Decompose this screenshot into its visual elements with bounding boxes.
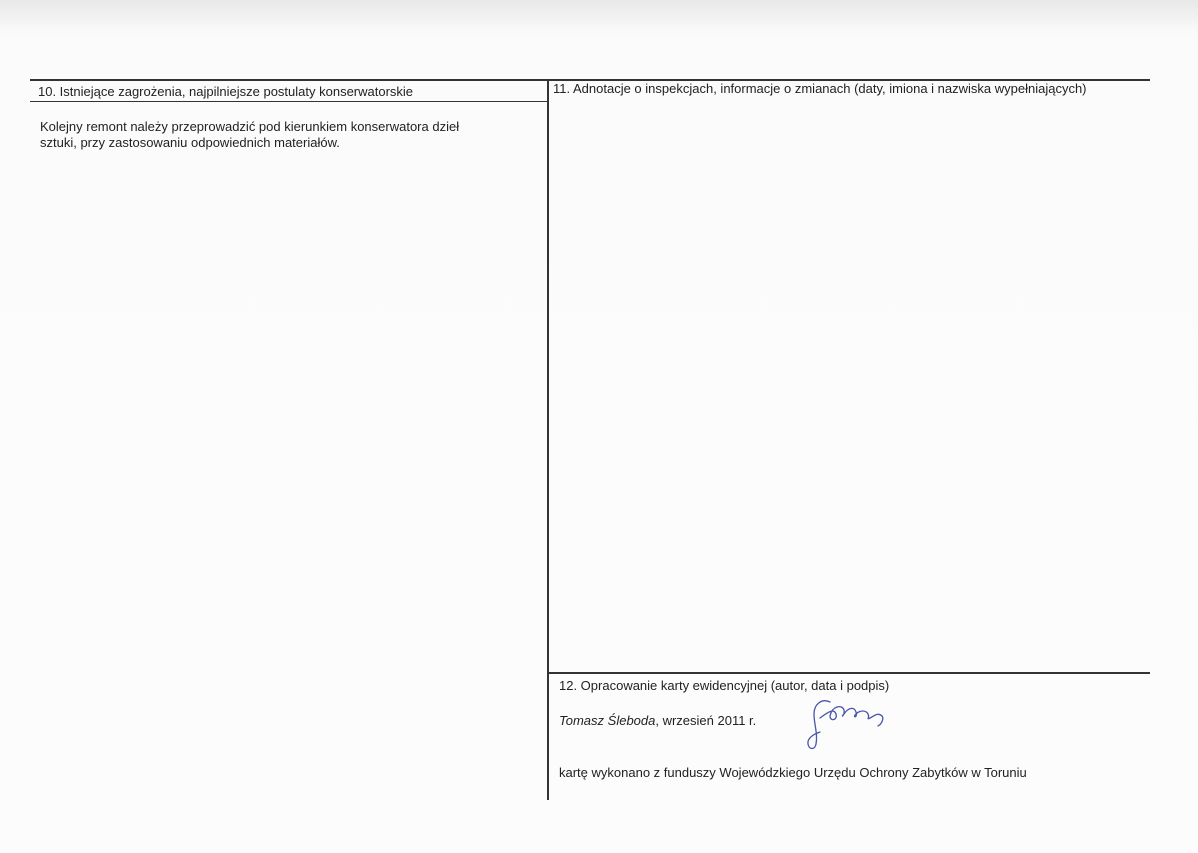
section12-top-rule: [548, 672, 1150, 674]
column-divider: [547, 79, 549, 800]
section10-heading: 10. Istniejące zagrożenia, najpilniejsze postulaty konserwatorskie: [38, 84, 414, 99]
author-date: , wrzesień 2011 r.: [655, 713, 757, 728]
funding-note: kartę wykonano z funduszy Wojewódzkiego Urzędu Ochrony Zabytków w Toruniu: [559, 765, 1027, 780]
section10-body-line1: Kolejny remont należy przeprowadzić pod kierunkiem konserwatora dzieł: [40, 119, 460, 134]
section10-heading-rule: [30, 101, 548, 102]
scan-shadow: [0, 0, 1198, 30]
author-name: Tomasz Śleboda: [559, 713, 656, 728]
section10-body-line2: sztuki, przy zastosowaniu odpowiednich materiałów.: [40, 135, 340, 150]
handwritten-signature-icon: [800, 694, 895, 752]
section11-heading: 11. Adnotacje o inspekcjach, informacje o zmianach (daty, imiona i nazwiska wypełniających): [553, 81, 1087, 96]
section12-heading: 12. Opracowanie karty ewidencyjnej (autor, data i podpis): [559, 678, 890, 693]
author-line: [559, 712, 756, 730]
